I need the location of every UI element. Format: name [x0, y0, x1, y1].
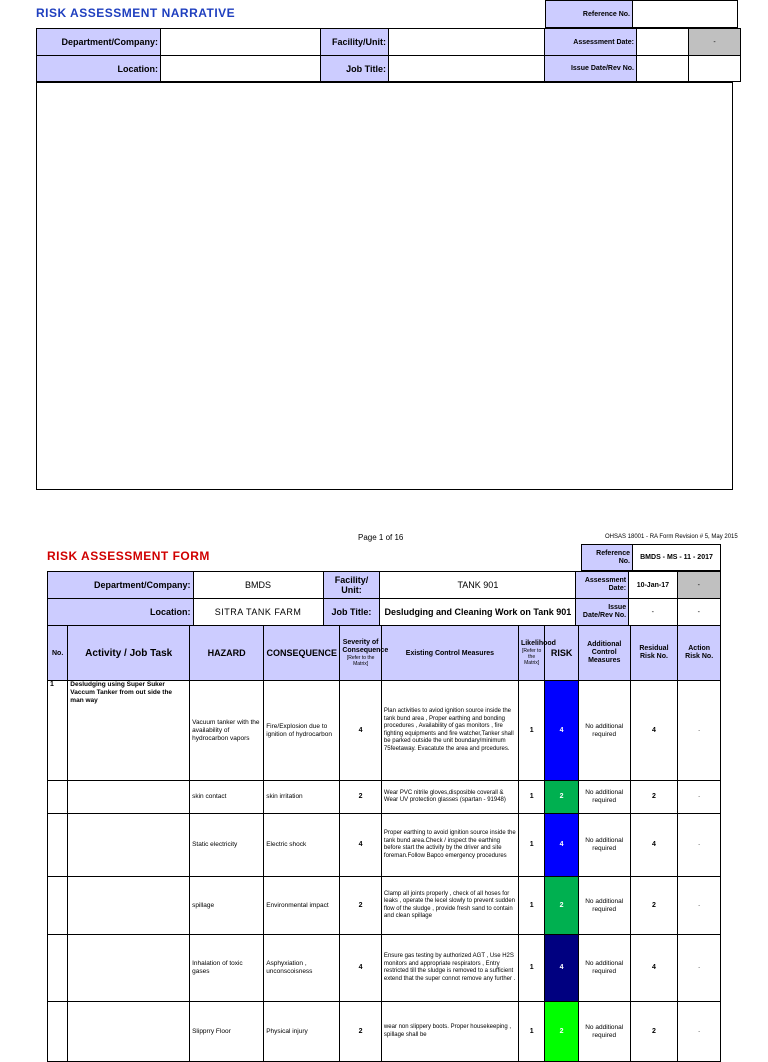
form-reference-value: BMDS - MS - 11 - 2017	[633, 545, 721, 571]
action-risk-cell: -	[678, 877, 721, 935]
form-issue-value: -	[629, 599, 678, 626]
form-job-title-label: Job Title:	[323, 599, 380, 626]
department-label: Department/Company:	[37, 29, 161, 56]
residual-risk-cell: 4	[630, 935, 678, 1002]
facility-value[interactable]	[389, 29, 545, 56]
additional-controls-cell: No additional required	[578, 1002, 630, 1062]
table-row	[48, 935, 721, 1002]
task-activity-empty	[68, 935, 190, 1002]
residual-risk-cell: 2	[630, 877, 678, 935]
existing-controls-cell: wear non slippery boots. Proper housekeeping , spillage shall be	[381, 1002, 518, 1062]
severity-cell: 4	[340, 681, 382, 781]
existing-controls-cell: Plan activities to aviod ignition source inside the tank bund area , Proper earthing and bonding procedures , Availability of gas monitors , fire fighting equipments and fire watcher,Tanker shall be parked outside the unit boundary/minimum 75feetaway. Evacatute the area and prcedures.	[381, 681, 518, 781]
risk-cell: 2	[545, 877, 578, 935]
existing-controls-cell: Wear PVC nitrile gloves,disposible coverall & Wear UV protection glasses (spartan - 91948)	[381, 781, 518, 814]
form-issue-extra: -	[677, 599, 720, 626]
col-no: No.	[48, 626, 68, 681]
task-activity: Desludging using Super Suker Vaccum Tanker from out side the man way	[68, 681, 190, 781]
residual-risk-cell: 2	[630, 1002, 678, 1062]
form-location-label: Location:	[48, 599, 194, 626]
col-likelihood	[518, 626, 556, 681]
action-risk-cell: -	[678, 1002, 721, 1062]
hazard-cell: Vacuum tanker with the availability of hydrocarbon vapors	[190, 681, 264, 781]
task-number: 1	[48, 681, 68, 781]
form-issue-label: Issue Date/Rev No.	[576, 599, 629, 626]
action-risk-cell: -	[678, 814, 721, 877]
additional-controls-cell: No additional required	[578, 935, 630, 1002]
consequence-cell: skin irritation	[264, 781, 340, 814]
risk-cell: 2	[545, 1002, 578, 1062]
table-row	[48, 1002, 721, 1062]
risk-rows	[48, 681, 721, 1062]
residual-risk-cell: 4	[630, 681, 678, 781]
form-facility-label: Facility/ Unit:	[323, 572, 380, 599]
task-number-empty	[48, 781, 68, 814]
additional-controls-cell: No additional required	[578, 681, 630, 781]
task-activity-empty	[68, 814, 190, 877]
hazard-cell: spillage	[190, 877, 264, 935]
risk-cell: 4	[545, 935, 578, 1002]
consequence-cell: Fire/Explosion due to ignition of hydrocarbon	[264, 681, 340, 781]
col-action: Action Risk No.	[678, 626, 721, 681]
col-severity	[340, 626, 389, 681]
page-number: Page 1 of 16	[358, 533, 404, 542]
residual-risk-cell: 4	[630, 814, 678, 877]
col-existing: Existing Control Measures	[381, 626, 518, 681]
likelihood-cell: 1	[518, 781, 544, 814]
severity-cell: 2	[340, 781, 382, 814]
col-severity-label: Severity of Consequence	[342, 639, 389, 654]
narrative-text-area[interactable]	[36, 82, 733, 490]
reference-label: Reference No.	[546, 1, 633, 28]
existing-controls-cell: Ensure gas testing by authorized AGT , Use H2S monitors and appropriate respirators , Entry restricted till the sludge is removed to a sufficient extend that the super connot remove any further .	[381, 935, 518, 1002]
issue-date-label: Issue Date/Rev No.	[545, 56, 637, 82]
likelihood-cell: 1	[518, 814, 544, 877]
narrative-reference-table	[545, 0, 738, 28]
reference-value[interactable]	[633, 1, 738, 28]
likelihood-cell: 1	[518, 681, 544, 781]
col-additional: Additional Control Measures	[578, 626, 630, 681]
col-severity-note: [Refer to the Matrix]	[346, 655, 375, 667]
consequence-cell: Electric shock	[264, 814, 340, 877]
form-reference-label: Reference No.	[582, 545, 633, 571]
action-risk-cell: -	[678, 681, 721, 781]
assessment-date-label: Assessment Date:	[545, 29, 637, 56]
hazard-cell: Inhalation of toxic gases	[190, 935, 264, 1002]
task-number-empty	[48, 877, 68, 935]
form-revision: OHSAS 18001 - RA Form Revision # 5, May 2015	[605, 534, 738, 540]
department-value[interactable]	[161, 29, 321, 56]
form-department-label: Department/Company:	[48, 572, 194, 599]
severity-cell: 4	[340, 935, 382, 1002]
additional-controls-cell: No additional required	[578, 814, 630, 877]
form-facility-value: TANK 901	[380, 572, 576, 599]
facility-label: Facility/Unit:	[321, 29, 389, 56]
consequence-cell: Physical injury	[264, 1002, 340, 1062]
severity-cell: 2	[340, 1002, 382, 1062]
form-header-table	[47, 571, 721, 626]
task-number-empty	[48, 814, 68, 877]
col-likelihood-note: [Refer to the Matrix]	[522, 648, 542, 666]
job-title-label: Job Title:	[321, 56, 389, 82]
issue-date-value[interactable]	[637, 56, 689, 82]
col-likelihood-label: Likelihood	[520, 640, 556, 647]
table-row	[48, 877, 721, 935]
form-job-title-value: Desludging and Cleaning Work on Tank 901	[380, 599, 576, 626]
task-number-empty	[48, 935, 68, 1002]
table-row	[48, 781, 721, 814]
form-department-value: BMDS	[193, 572, 323, 599]
risk-cell: 4	[545, 681, 578, 781]
assessment-date-extra: -	[689, 29, 741, 56]
severity-cell: 2	[340, 877, 382, 935]
form-assessment-date-value: 10-Jan-17	[629, 572, 678, 599]
col-residual: Residual Risk No.	[630, 626, 678, 681]
form-title: RISK ASSESSMENT FORM	[47, 549, 210, 563]
assessment-date-value[interactable]	[637, 29, 689, 56]
col-consequence: CONSEQUENCE	[264, 626, 340, 681]
hazard-cell: Static electricity	[190, 814, 264, 877]
risk-cell: 4	[545, 814, 578, 877]
residual-risk-cell: 2	[630, 781, 678, 814]
table-row	[48, 681, 721, 781]
existing-controls-cell: Clamp all joints properly , check of all hoses for leaks , operate the lecel slowly to prevent sudden flow of the sludge , provide fresh sand to contain and clean spillage	[381, 877, 518, 935]
risk-cell: 2	[545, 781, 578, 814]
task-activity-empty	[68, 781, 190, 814]
col-risk: RISK	[545, 626, 578, 681]
location-value[interactable]	[161, 56, 321, 82]
consequence-cell: Environmental impact	[264, 877, 340, 935]
likelihood-cell: 1	[518, 935, 544, 1002]
task-activity-empty	[68, 1002, 190, 1062]
form-reference-table	[581, 544, 721, 571]
additional-controls-cell: No additional required	[578, 877, 630, 935]
consequence-cell: Asphyxiation , unconscoisness	[264, 935, 340, 1002]
form-location-value: SITRA TANK FARM	[193, 599, 323, 626]
location-label: Location:	[37, 56, 161, 82]
narrative-title: RISK ASSESSMENT NARRATIVE	[36, 6, 236, 20]
additional-controls-cell: No additional required	[578, 781, 630, 814]
hazard-cell: Slipprry Floor	[190, 1002, 264, 1062]
issue-date-extra	[689, 56, 741, 82]
table-row	[48, 814, 721, 877]
existing-controls-cell: Proper earthing to avoid ignition source inside the tank bund area.Check / inspect the earthing before start the activity by the driver and site foreman.Follow Bapco emergency procedures	[381, 814, 518, 877]
col-hazard: HAZARD	[190, 626, 264, 681]
task-activity-empty	[68, 877, 190, 935]
col-activity: Activity / Job Task	[68, 626, 190, 681]
job-title-value[interactable]	[389, 56, 545, 82]
form-assessment-date-extra: -	[677, 572, 720, 599]
hazard-cell: skin contact	[190, 781, 264, 814]
likelihood-cell: 1	[518, 877, 544, 935]
form-assessment-date-label: Assessment Date:	[576, 572, 629, 599]
narrative-header-table	[36, 28, 741, 82]
severity-cell: 4	[340, 814, 382, 877]
risk-table	[47, 625, 721, 1062]
action-risk-cell: -	[678, 935, 721, 1002]
likelihood-cell: 1	[518, 1002, 544, 1062]
action-risk-cell: -	[678, 781, 721, 814]
task-number-empty	[48, 1002, 68, 1062]
